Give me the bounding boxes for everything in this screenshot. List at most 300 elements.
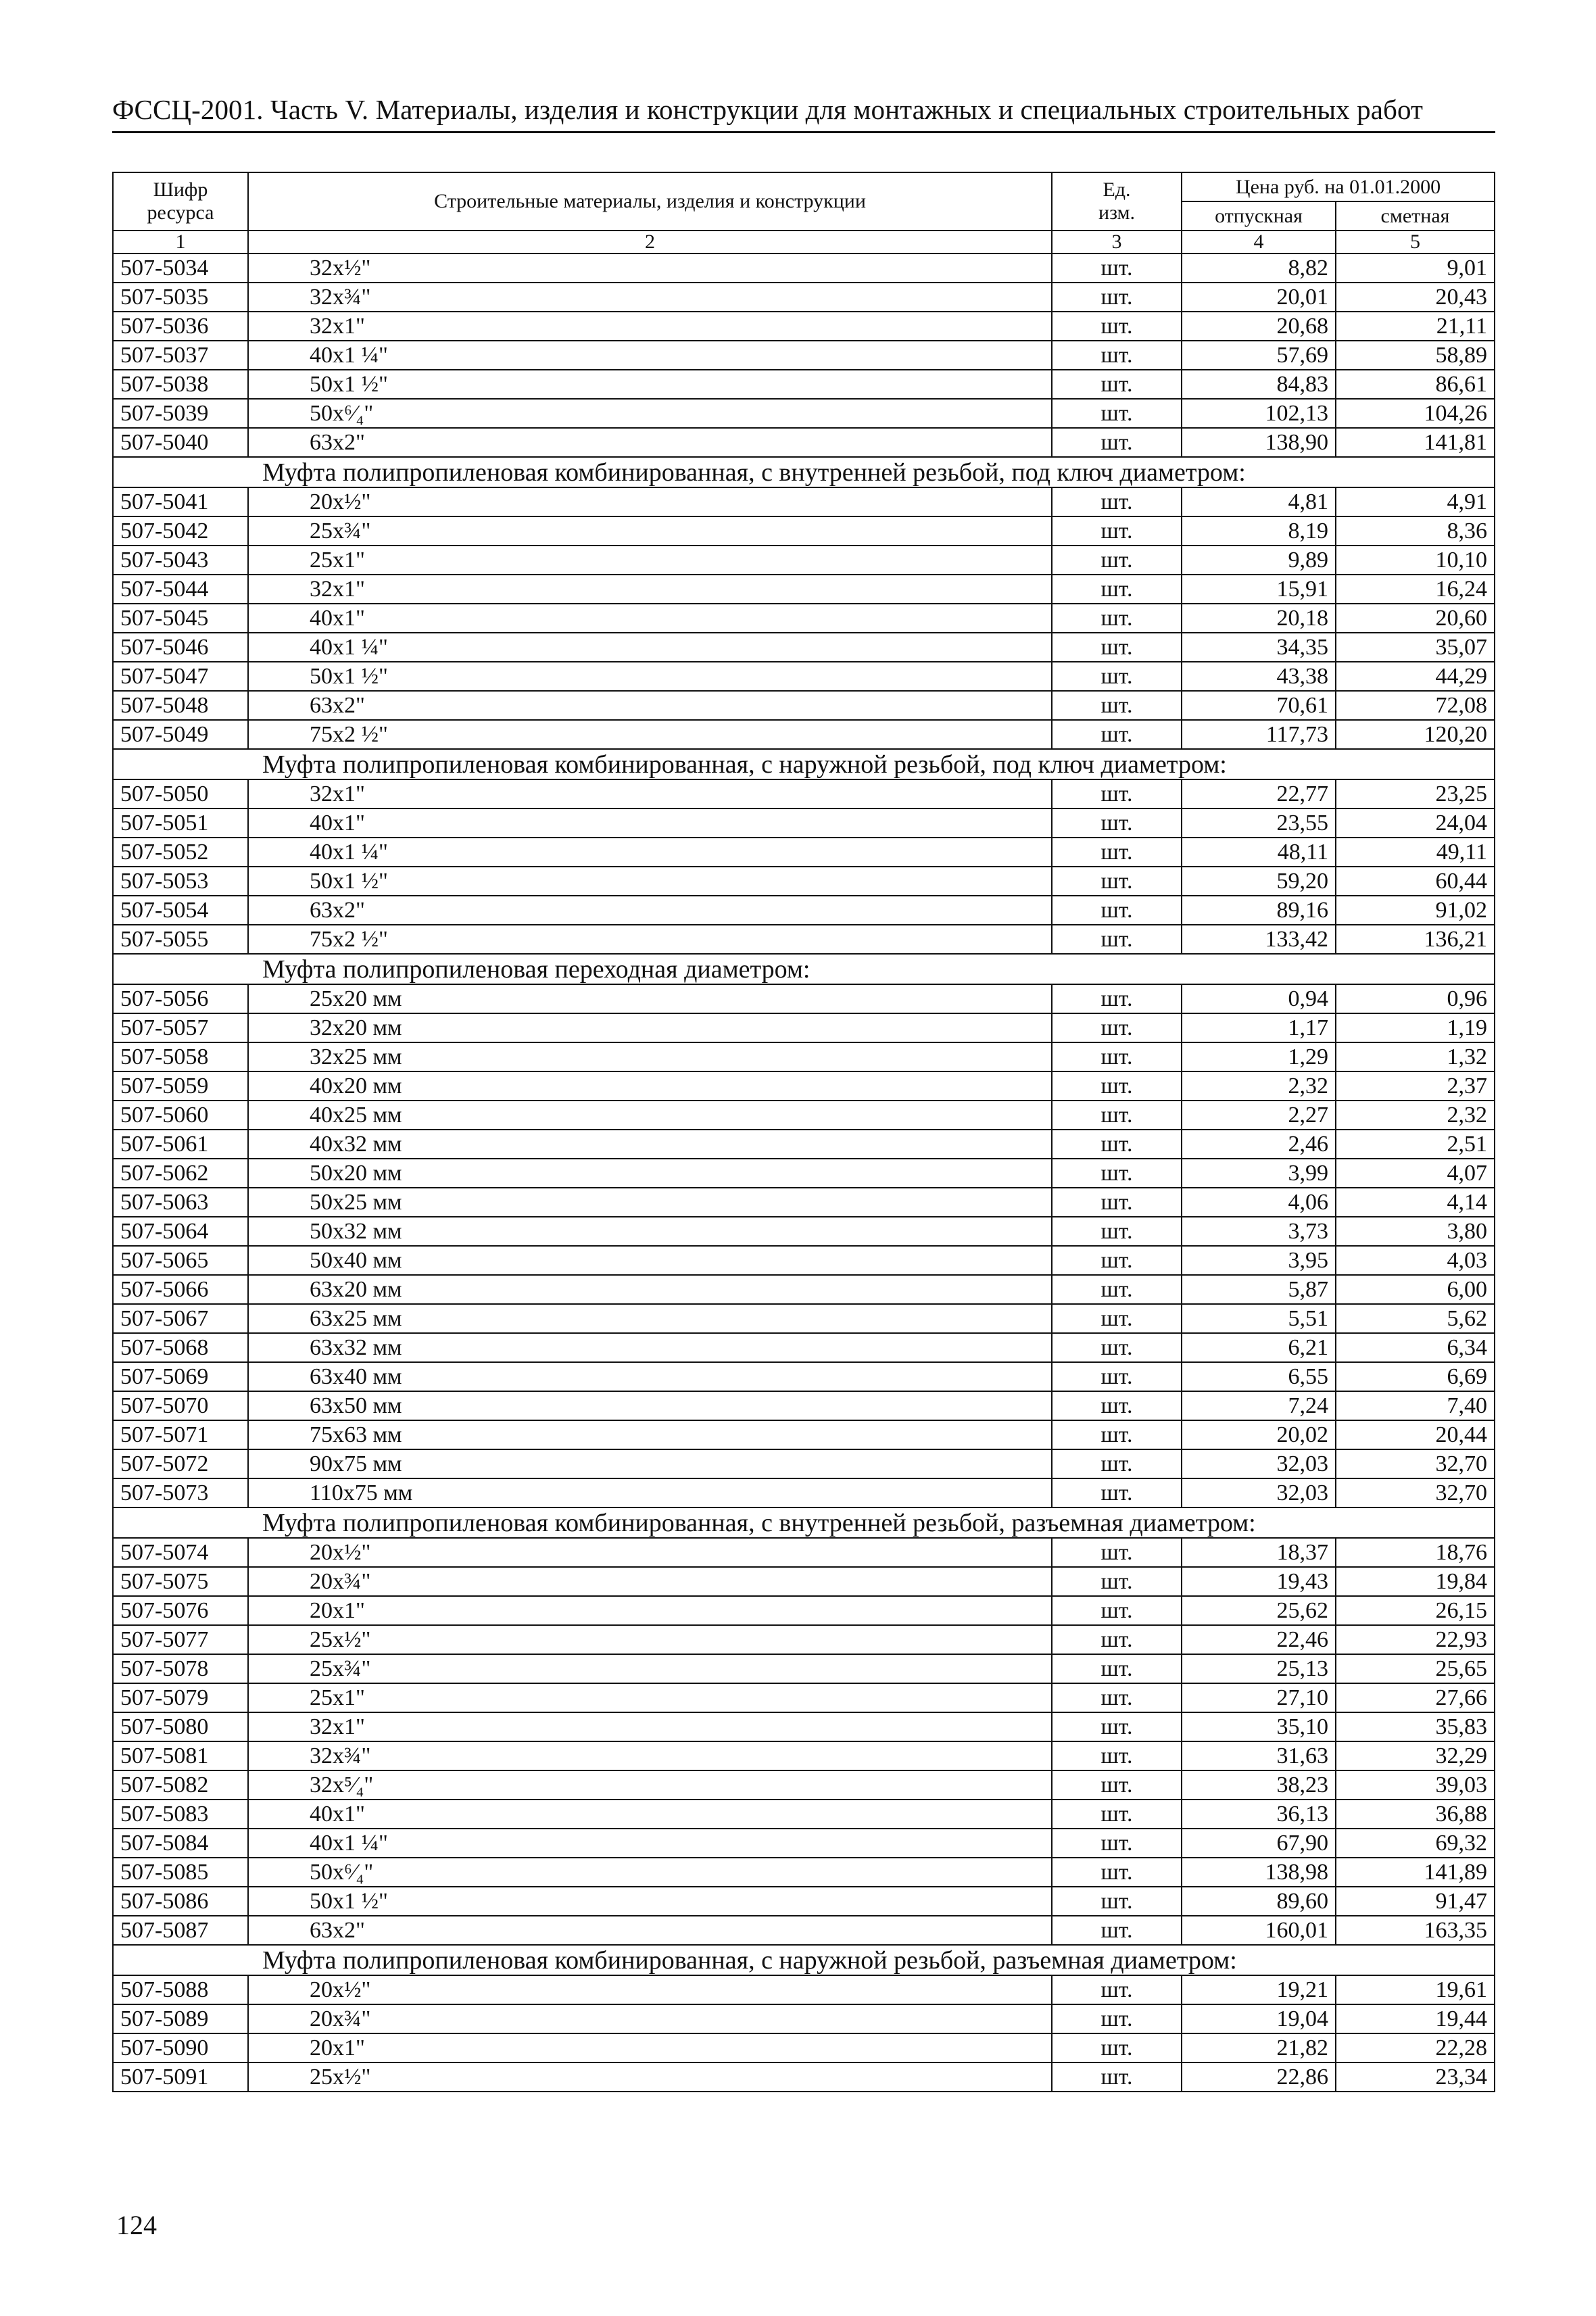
item-name-cell: 20x½" [248,1538,1052,1567]
table-row [113,1304,1495,1333]
release-price-cell: 89,16 [1182,896,1336,925]
resource-code-cell: 507-5049 [113,720,248,749]
item-name-cell: 40x1 ¼" [248,1829,1052,1858]
estimate-price-cell: 20,44 [1336,1420,1495,1449]
table-row [113,925,1495,954]
release-price-cell: 133,42 [1182,925,1336,954]
estimate-price-cell: 4,14 [1336,1188,1495,1217]
release-price-cell: 38,23 [1182,1770,1336,1800]
header-unit-line2: изм. [1098,201,1135,224]
item-name-cell: 110x75 мм [248,1478,1052,1507]
resource-code-cell: 507-5069 [113,1362,248,1391]
estimate-price-cell: 49,11 [1336,838,1495,867]
release-price-cell: 102,13 [1182,399,1336,428]
release-price-cell: 7,24 [1182,1391,1336,1420]
header-row [113,172,1495,201]
release-price-cell: 32,03 [1182,1449,1336,1478]
resource-code-cell: 507-5091 [113,2062,248,2092]
estimate-price-cell: 22,93 [1336,1625,1495,1654]
table-row [113,2004,1495,2033]
unit-cell: шт. [1052,1741,1182,1770]
estimate-price-cell: 120,20 [1336,720,1495,749]
release-price-cell: 8,19 [1182,516,1336,546]
unit-cell: шт. [1052,691,1182,720]
resource-code-cell: 507-5075 [113,1567,248,1596]
item-name-cell: 32x1" [248,779,1052,809]
header-price-estimate: сметная [1336,201,1495,231]
estimate-price-cell: 23,25 [1336,779,1495,809]
release-price-cell: 19,04 [1182,2004,1336,2033]
resource-code-cell: 507-5040 [113,428,248,457]
resource-code-cell: 507-5053 [113,867,248,896]
item-name-cell: 40x1 ¼" [248,838,1052,867]
unit-cell: шт. [1052,896,1182,925]
section-heading-row [113,457,1495,487]
table-row [113,1683,1495,1712]
unit-cell: шт. [1052,1625,1182,1654]
price-table [112,172,1495,2092]
table-row [113,1420,1495,1449]
unit-cell: шт. [1052,1800,1182,1829]
unit-cell: шт. [1052,1101,1182,1130]
release-price-cell: 5,51 [1182,1304,1336,1333]
unit-cell: шт. [1052,1362,1182,1391]
item-name-cell: 63x32 мм [248,1333,1052,1362]
resource-code-cell: 507-5084 [113,1829,248,1858]
release-price-cell: 9,89 [1182,546,1336,575]
item-name-cell: 40x1 ¼" [248,633,1052,662]
estimate-price-cell: 2,37 [1336,1071,1495,1101]
table-row [113,1829,1495,1858]
unit-cell: шт. [1052,1975,1182,2004]
item-name-cell: 32x½" [248,254,1052,283]
release-price-cell: 67,90 [1182,1829,1336,1858]
release-price-cell: 4,06 [1182,1188,1336,1217]
table-row [113,1916,1495,1945]
column-number: 5 [1336,231,1495,254]
header-code-line1: Шифр [153,178,208,201]
unit-cell: шт. [1052,1858,1182,1887]
unit-cell: шт. [1052,984,1182,1013]
release-price-cell: 15,91 [1182,575,1336,604]
item-name-cell: 32x20 мм [248,1013,1052,1042]
unit-cell: шт. [1052,779,1182,809]
estimate-price-cell: 3,80 [1336,1217,1495,1246]
column-number: 4 [1182,231,1336,254]
estimate-price-cell: 7,40 [1336,1391,1495,1420]
unit-cell: шт. [1052,1013,1182,1042]
section-heading: Муфта полипропиленовая комбинированная, с внутренней резьбой, под ключ диаметром: [113,457,1495,487]
release-price-cell: 2,27 [1182,1101,1336,1130]
unit-cell: шт. [1052,312,1182,341]
release-price-cell: 0,94 [1182,984,1336,1013]
release-price-cell: 6,21 [1182,1333,1336,1362]
unit-cell: шт. [1052,720,1182,749]
table-row [113,1770,1495,1800]
release-price-cell: 3,95 [1182,1246,1336,1275]
item-name-cell: 25x20 мм [248,984,1052,1013]
section-heading: Муфта полипропиленовая комбинированная, с наружной резьбой, разъемная диаметром: [113,1945,1495,1975]
resource-code-cell: 507-5090 [113,2033,248,2062]
release-price-cell: 70,61 [1182,691,1336,720]
resource-code-cell: 507-5073 [113,1478,248,1507]
resource-code-cell: 507-5047 [113,662,248,691]
table-row [113,1071,1495,1101]
item-name-cell: 32x¾" [248,283,1052,312]
release-price-cell: 20,01 [1182,283,1336,312]
unit-cell: шт. [1052,1304,1182,1333]
release-price-cell: 18,37 [1182,1538,1336,1567]
item-name-cell: 32x¾" [248,1741,1052,1770]
unit-cell: шт. [1052,1478,1182,1507]
release-price-cell: 2,46 [1182,1130,1336,1159]
section-heading-row [113,1507,1495,1538]
estimate-price-cell: 22,28 [1336,2033,1495,2062]
unit-cell: шт. [1052,1829,1182,1858]
unit-cell: шт. [1052,1596,1182,1625]
unit-cell: шт. [1052,1130,1182,1159]
release-price-cell: 31,63 [1182,1741,1336,1770]
section-heading: Муфта полипропиленовая комбинированная, с внутренней резьбой, разъемная диаметром: [113,1507,1495,1538]
resource-code-cell: 507-5065 [113,1246,248,1275]
resource-code-cell: 507-5038 [113,370,248,399]
table-row [113,1013,1495,1042]
table-row [113,1042,1495,1071]
unit-cell: шт. [1052,1275,1182,1304]
resource-code-cell: 507-5089 [113,2004,248,2033]
resource-code-cell: 507-5037 [113,341,248,370]
resource-code-cell: 507-5051 [113,809,248,838]
unit-cell: шт. [1052,575,1182,604]
item-name-cell: 40x20 мм [248,1071,1052,1101]
resource-code-cell: 507-5082 [113,1770,248,1800]
unit-cell: шт. [1052,283,1182,312]
table-row [113,575,1495,604]
estimate-price-cell: 39,03 [1336,1770,1495,1800]
estimate-price-cell: 136,21 [1336,925,1495,954]
resource-code-cell: 507-5042 [113,516,248,546]
item-name-cell: 20x¾" [248,1567,1052,1596]
resource-code-cell: 507-5056 [113,984,248,1013]
item-name-cell: 40x1" [248,809,1052,838]
item-name-cell: 50x1 ½" [248,370,1052,399]
resource-code-cell: 507-5044 [113,575,248,604]
item-name-cell: 25x½" [248,1625,1052,1654]
item-name-cell: 32x1" [248,312,1052,341]
estimate-price-cell: 44,29 [1336,662,1495,691]
estimate-price-cell: 20,43 [1336,283,1495,312]
estimate-price-cell: 24,04 [1336,809,1495,838]
item-name-cell: 50x32 мм [248,1217,1052,1246]
table-row [113,1712,1495,1741]
table-row [113,1246,1495,1275]
estimate-price-cell: 36,88 [1336,1800,1495,1829]
release-price-cell: 3,99 [1182,1159,1336,1188]
release-price-cell: 3,73 [1182,1217,1336,1246]
section-heading: Муфта полипропиленовая комбинированная, с наружной резьбой, под ключ диаметром: [113,749,1495,779]
price-table-body [113,172,1495,2092]
item-name-cell: 40x1 ¼" [248,341,1052,370]
estimate-price-cell: 20,60 [1336,604,1495,633]
unit-cell: шт. [1052,1071,1182,1101]
release-price-cell: 35,10 [1182,1712,1336,1741]
release-price-cell: 2,32 [1182,1071,1336,1101]
table-row [113,399,1495,428]
unit-cell: шт. [1052,1567,1182,1596]
unit-cell: шт. [1052,1712,1182,1741]
unit-cell: шт. [1052,341,1182,370]
item-name-cell: 25x½" [248,2062,1052,2092]
resource-code-cell: 507-5048 [113,691,248,720]
table-row [113,1449,1495,1478]
resource-code-cell: 507-5066 [113,1275,248,1304]
release-price-cell: 138,90 [1182,428,1336,457]
table-row [113,2033,1495,2062]
estimate-price-cell: 35,07 [1336,633,1495,662]
release-price-cell: 8,82 [1182,254,1336,283]
item-name-cell: 25x¾" [248,1654,1052,1683]
header-name-cell: Строительные материалы, изделия и конструкции [248,172,1052,231]
page-number: 124 [116,2210,157,2240]
estimate-price-cell: 21,11 [1336,312,1495,341]
unit-cell: шт. [1052,1246,1182,1275]
unit-cell: шт. [1052,1916,1182,1945]
resource-code-cell: 507-5052 [113,838,248,867]
item-name-cell: 40x1" [248,1800,1052,1829]
table-row [113,428,1495,457]
table-row [113,1596,1495,1625]
item-name-cell: 50x25 мм [248,1188,1052,1217]
item-name-cell: 75x2 ½" [248,720,1052,749]
item-name-cell: 75x2 ½" [248,925,1052,954]
resource-code-cell: 507-5077 [113,1625,248,1654]
table-row [113,1567,1495,1596]
section-heading-row [113,954,1495,984]
item-name-cell: 63x25 мм [248,1304,1052,1333]
estimate-price-cell: 32,70 [1336,1449,1495,1478]
estimate-price-cell: 35,83 [1336,1712,1495,1741]
item-name-cell: 20x1" [248,1596,1052,1625]
item-name-cell: 63x20 мм [248,1275,1052,1304]
estimate-price-cell: 69,32 [1336,1829,1495,1858]
estimate-price-cell: 16,24 [1336,575,1495,604]
item-name-cell: 40x1" [248,604,1052,633]
unit-cell: шт. [1052,370,1182,399]
resource-code-cell: 507-5036 [113,312,248,341]
release-price-cell: 59,20 [1182,867,1336,896]
table-row [113,1159,1495,1188]
resource-code-cell: 507-5034 [113,254,248,283]
estimate-price-cell: 26,15 [1336,1596,1495,1625]
resource-code-cell: 507-5087 [113,1916,248,1945]
resource-code-cell: 507-5086 [113,1887,248,1916]
estimate-price-cell: 8,36 [1336,516,1495,546]
item-name-cell: 40x32 мм [248,1130,1052,1159]
unit-cell: шт. [1052,604,1182,633]
item-name-cell: 50x1 ½" [248,1887,1052,1916]
resource-code-cell: 507-5078 [113,1654,248,1683]
release-price-cell: 57,69 [1182,341,1336,370]
header-price-release: отпускная [1182,201,1336,231]
release-price-cell: 20,68 [1182,312,1336,341]
unit-cell: шт. [1052,1159,1182,1188]
estimate-price-cell: 9,01 [1336,254,1495,283]
resource-code-cell: 507-5043 [113,546,248,575]
release-price-cell: 1,29 [1182,1042,1336,1071]
estimate-price-cell: 91,02 [1336,896,1495,925]
header-code-cell [113,172,248,231]
release-price-cell: 1,17 [1182,1013,1336,1042]
table-row [113,1130,1495,1159]
table-row [113,779,1495,809]
resource-code-cell: 507-5035 [113,283,248,312]
release-price-cell: 89,60 [1182,1887,1336,1916]
unit-cell: шт. [1052,1654,1182,1683]
item-name-cell: 50x⁶⁄₄" [248,399,1052,428]
estimate-price-cell: 23,34 [1336,2062,1495,2092]
resource-code-cell: 507-5068 [113,1333,248,1362]
header-price-group: Цена руб. на 01.01.2000 [1182,172,1495,201]
table-row [113,1333,1495,1362]
item-name-cell: 40x25 мм [248,1101,1052,1130]
unit-cell: шт. [1052,1333,1182,1362]
item-name-cell: 50x40 мм [248,1246,1052,1275]
resource-code-cell: 507-5074 [113,1538,248,1567]
estimate-price-cell: 32,29 [1336,1741,1495,1770]
unit-cell: шт. [1052,633,1182,662]
release-price-cell: 19,43 [1182,1567,1336,1596]
header-unit-line1: Ед. [1103,178,1131,201]
estimate-price-cell: 0,96 [1336,984,1495,1013]
resource-code-cell: 507-5060 [113,1101,248,1130]
unit-cell: шт. [1052,662,1182,691]
item-name-cell: 25x¾" [248,516,1052,546]
header-unit-cell [1052,172,1182,231]
item-name-cell: 50x1 ½" [248,867,1052,896]
table-row [113,1275,1495,1304]
estimate-price-cell: 1,19 [1336,1013,1495,1042]
unit-cell: шт. [1052,838,1182,867]
resource-code-cell: 507-5071 [113,1420,248,1449]
resource-code-cell: 507-5058 [113,1042,248,1071]
estimate-price-cell: 4,91 [1336,487,1495,516]
estimate-price-cell: 18,76 [1336,1538,1495,1567]
resource-code-cell: 507-5045 [113,604,248,633]
table-row [113,254,1495,283]
estimate-price-cell: 141,81 [1336,428,1495,457]
table-row [113,838,1495,867]
item-name-cell: 25x1" [248,1683,1052,1712]
column-number-row [113,231,1495,254]
table-row [113,2062,1495,2092]
unit-cell: шт. [1052,487,1182,516]
unit-cell: шт. [1052,254,1182,283]
resource-code-cell: 507-5050 [113,779,248,809]
table-row [113,809,1495,838]
release-price-cell: 43,38 [1182,662,1336,691]
table-row [113,1362,1495,1391]
item-name-cell: 20x½" [248,1975,1052,2004]
release-price-cell: 19,21 [1182,1975,1336,2004]
item-name-cell: 32x1" [248,1712,1052,1741]
release-price-cell: 22,86 [1182,2062,1336,2092]
release-price-cell: 36,13 [1182,1800,1336,1829]
release-price-cell: 20,02 [1182,1420,1336,1449]
release-price-cell: 160,01 [1182,1916,1336,1945]
item-name-cell: 63x50 мм [248,1391,1052,1420]
unit-cell: шт. [1052,1391,1182,1420]
unit-cell: шт. [1052,1538,1182,1567]
table-row [113,546,1495,575]
table-row [113,370,1495,399]
estimate-price-cell: 19,84 [1336,1567,1495,1596]
item-name-cell: 63x2" [248,896,1052,925]
section-heading-row [113,749,1495,779]
release-price-cell: 27,10 [1182,1683,1336,1712]
item-name-cell: 90x75 мм [248,1449,1052,1478]
estimate-price-cell: 27,66 [1336,1683,1495,1712]
table-row [113,896,1495,925]
table-row [113,1741,1495,1770]
estimate-price-cell: 6,00 [1336,1275,1495,1304]
release-price-cell: 22,46 [1182,1625,1336,1654]
item-name-cell: 20x1" [248,2033,1052,2062]
table-row [113,1188,1495,1217]
table-row [113,1800,1495,1829]
release-price-cell: 25,13 [1182,1654,1336,1683]
release-price-cell: 21,82 [1182,2033,1336,2062]
estimate-price-cell: 163,35 [1336,1916,1495,1945]
resource-code-cell: 507-5088 [113,1975,248,2004]
item-name-cell: 20x½" [248,487,1052,516]
estimate-price-cell: 60,44 [1336,867,1495,896]
column-number: 2 [248,231,1052,254]
release-price-cell: 5,87 [1182,1275,1336,1304]
item-name-cell: 25x1" [248,546,1052,575]
release-price-cell: 117,73 [1182,720,1336,749]
unit-cell: шт. [1052,867,1182,896]
unit-cell: шт. [1052,2062,1182,2092]
unit-cell: шт. [1052,1217,1182,1246]
table-row [113,1391,1495,1420]
unit-cell: шт. [1052,1449,1182,1478]
table-row [113,1858,1495,1887]
table-row [113,1975,1495,2004]
table-row [113,1217,1495,1246]
estimate-price-cell: 2,51 [1336,1130,1495,1159]
unit-cell: шт. [1052,1420,1182,1449]
release-price-cell: 32,03 [1182,1478,1336,1507]
resource-code-cell: 507-5064 [113,1217,248,1246]
release-price-cell: 34,35 [1182,633,1336,662]
unit-cell: шт. [1052,2033,1182,2062]
resource-code-cell: 507-5070 [113,1391,248,1420]
estimate-price-cell: 6,69 [1336,1362,1495,1391]
estimate-price-cell: 141,89 [1336,1858,1495,1887]
table-row [113,283,1495,312]
resource-code-cell: 507-5061 [113,1130,248,1159]
resource-code-cell: 507-5072 [113,1449,248,1478]
table-row [113,487,1495,516]
resource-code-cell: 507-5059 [113,1071,248,1101]
item-name-cell: 20x¾" [248,2004,1052,2033]
release-price-cell: 48,11 [1182,838,1336,867]
unit-cell: шт. [1052,1042,1182,1071]
estimate-price-cell: 32,70 [1336,1478,1495,1507]
table-row [113,691,1495,720]
resource-code-cell: 507-5055 [113,925,248,954]
table-row [113,604,1495,633]
